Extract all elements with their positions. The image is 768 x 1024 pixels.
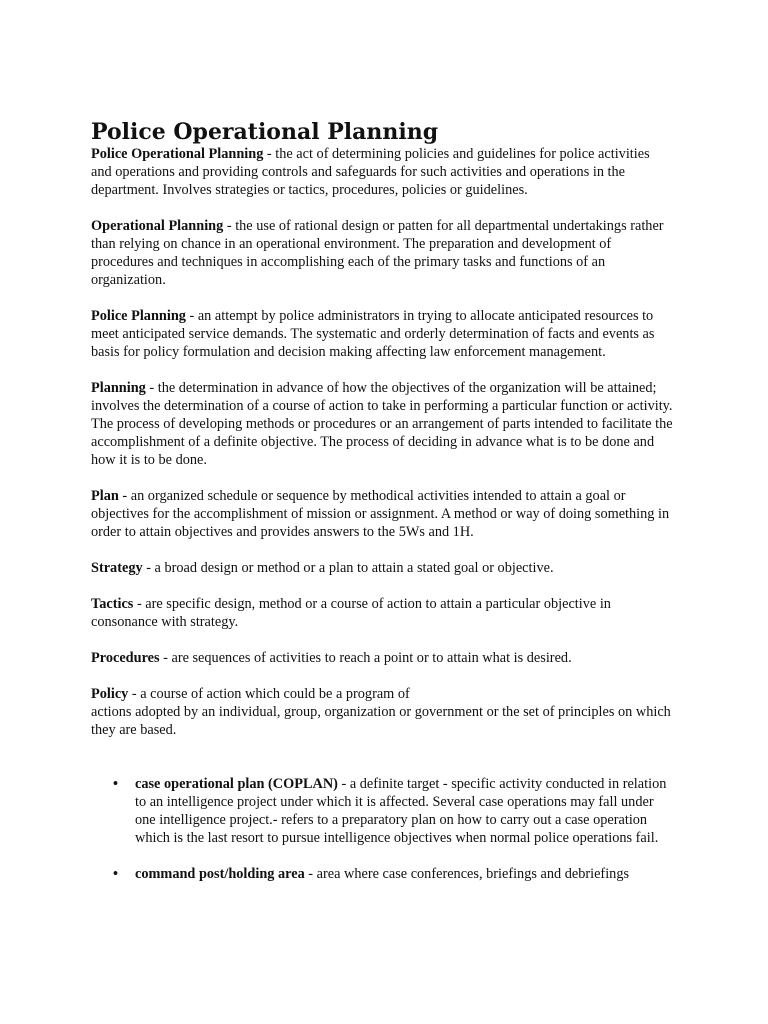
definition-term: Planning	[91, 380, 146, 396]
definition-text: - are sequences of activities to reach a point or to attain what is desired.	[159, 650, 572, 666]
definition-text: - the determination in advance of how the objectives of the organization will be attained; involves the determination of a course of action to take in performing a particular function or activity. The process of developing methods or procedures or an arrangement of parts intended to facilitate the accomplishment of a definite objective. The process of deciding in advance what is to be done and how it is to be done.	[91, 380, 673, 468]
definition-paragraph	[91, 379, 673, 469]
definition-term: Policy	[91, 686, 129, 702]
definition-paragraph	[91, 145, 673, 199]
definition-paragraph	[91, 649, 673, 667]
definition-text: - are specific design, method or a course of action to attain a particular objective in consonance with strategy.	[91, 596, 611, 630]
definition-paragraph	[91, 559, 673, 577]
bullet-item	[91, 775, 673, 847]
bullet-item	[91, 865, 673, 883]
definition-text: - the use of rational design or patten for all departmental undertakings rather than relying on chance in an operational environment. The preparation and development of procedures and techniques in accomplishing each of the primary tasks and functions of an organization.	[91, 218, 664, 288]
definition-term: Police Planning	[91, 308, 186, 324]
definition-term: Strategy	[91, 560, 143, 576]
definition-text: - an attempt by police administrators in trying to allocate anticipated resources to meet anticipated service demands. The systematic and orderly determination of facts and events as basis for policy formulation and decision making affecting law enforcement management.	[91, 308, 655, 360]
bullet-text: - a definite target - specific activity conducted in relation to an intelligence project under which it is affected. Several case operations may fall under one intelligence project.- refers to a preparatory plan on how to carry out a case operation which is the last resort to pursue intelligence objectives when normal police operations fail.	[135, 776, 667, 846]
definition-term: Tactics	[91, 596, 134, 612]
bullet-list	[91, 775, 673, 883]
definition-paragraph	[91, 685, 673, 739]
definition-term: Plan	[91, 488, 119, 504]
bullet-term: case operational plan (COPLAN)	[135, 776, 338, 792]
bullet-icon: •	[113, 776, 119, 792]
definition-term: Operational Planning	[91, 218, 224, 234]
bullet-icon: •	[113, 866, 119, 882]
definition-paragraph	[91, 307, 673, 361]
definition-paragraph	[91, 487, 673, 541]
bullet-term: command post/holding area	[135, 866, 305, 882]
definition-paragraph	[91, 595, 673, 631]
document-title: Police Operational Planning	[91, 119, 439, 145]
definition-paragraph	[91, 217, 673, 289]
definition-text: - a course of action which could be a program of	[128, 686, 410, 702]
definition-text: - a broad design or method or a plan to attain a stated goal or objective.	[142, 560, 554, 576]
definition-text: - an organized schedule or sequence by methodical activities intended to attain a goal or objectives for the accomplishment of mission or assignment. A method or way of doing something in order to attain objectives and provides answers to the 5Ws and 1H.	[91, 488, 670, 540]
definition-text-continued: actions adopted by an individual, group, organization or government or the set of principles on which they are based.	[91, 704, 671, 738]
bullet-text: - area where case conferences, briefings and debriefings	[304, 866, 630, 882]
document-body	[91, 145, 673, 901]
definition-term: Police Operational Planning	[91, 146, 264, 162]
definition-term: Procedures	[91, 650, 160, 666]
definition-text: - the act of determining policies and guidelines for police activities and operations and providing controls and safeguards for such activities and operations in the department. Involves strategies or tactics, procedures, policies or guidelines.	[91, 146, 650, 198]
